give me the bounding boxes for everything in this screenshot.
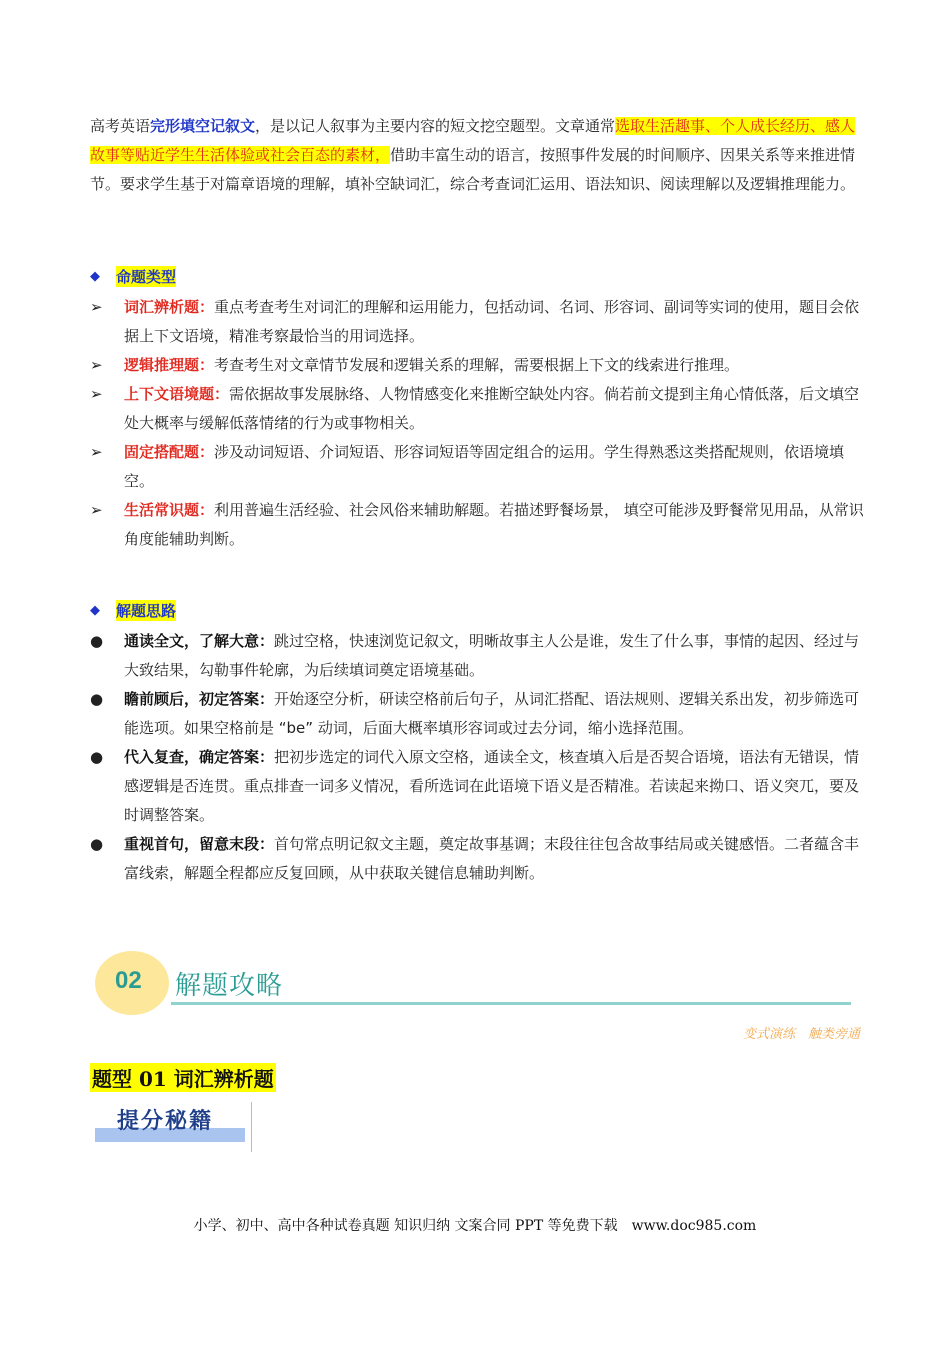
item-text: 开始逐空分析，研读空格前后句子，从词汇搭配、语法规则、逻辑关系出发，初步筛选可能选项。如果空格前是 “be” 动词，后面大概率填形容词或过去分词，缩小选择范围。 (124, 690, 860, 737)
tips-badge (93, 1102, 253, 1152)
item-label: 通读全文，了解大意： (124, 632, 275, 650)
intro-text-3: 借助丰富生动的语言，按照事件发展的时间顺序、因果关系等来推进情节。要求学生基于对篇章语境的理解，填补空缺词汇，综合考查词汇运用、语法知识、阅读理解以及逻辑推理能力。 (90, 146, 856, 193)
arrow-bullet-icon: ➢ (90, 298, 103, 316)
dot-bullet-icon: ● (90, 690, 104, 708)
list-item (90, 496, 865, 554)
badge-divider (251, 1102, 252, 1152)
item-text: 涉及动词短语、介词短语、形容词短语等固定组合的运用。学生得熟悉这类搭配规则，依语境填空。 (124, 443, 845, 490)
section-banner (95, 945, 860, 1045)
item-label: 代入复查，确定答案： (124, 748, 275, 766)
item-label: 固定搭配题： (124, 443, 215, 461)
diamond-bullet-icon: ◆ (90, 603, 100, 618)
banner-divider (171, 1002, 851, 1005)
list-item (90, 380, 865, 438)
item-text: 需依据故事发展脉络、人物情感变化来推断空缺处内容。倘若前文提到主角心情低落，后文填空处大概率与缓解低落情绪的行为或事物相关。 (124, 385, 860, 432)
banner-number: 02 (115, 967, 142, 994)
intro-paragraph (90, 112, 860, 199)
list-item (90, 685, 865, 743)
item-text: 首句常点明记叙文主题，奠定故事基调；末段往往包含故事结局或关键感悟。二者蕴含丰富线索，解题全程都应反复回顾，从中获取关键信息辅助判断。 (124, 835, 860, 882)
list-item (90, 627, 865, 685)
item-label: 上下文语境题： (124, 385, 230, 403)
section-heading-text: 命题类型 (116, 268, 177, 286)
item-text: 考查考生对文章情节发展和逻辑关系的理解，需要根据上下文的线索进行推理。 (214, 356, 740, 374)
list-item (90, 830, 865, 888)
section-heading-text: 解题思路 (116, 602, 177, 620)
list-item (90, 743, 865, 830)
dot-bullet-icon: ● (90, 835, 104, 853)
list-item (90, 351, 865, 380)
intro-keyword: 完形填空记叙文 (150, 117, 256, 135)
list-item (90, 438, 865, 496)
item-text: 重点考查考生对词汇的理解和运用能力，包括动词、名词、形容词、副词等实词的使用，题目会依据上下文语境，精准考察最恰当的用词选择。 (124, 298, 860, 345)
section-heading-approach (90, 600, 176, 621)
approach-list (90, 627, 865, 888)
item-text: 把初步选定的词代入原文空格，通读全文，核查填入后是否契合语境，语法有无错误，情感逻辑是否连贯。重点排查一词多义情况，看所选词在此语境下语义是否精准。若读起来拗口、语义突兀，要及时调整答案。 (124, 748, 860, 824)
question-types-list (90, 293, 865, 554)
badge-text: 提分秘籍 (117, 1109, 214, 1134)
arrow-bullet-icon: ➢ (90, 385, 103, 403)
arrow-bullet-icon: ➢ (90, 501, 103, 519)
item-label: 重视首句，留意末段： (124, 835, 275, 853)
banner-subtitle: 变式演练 触类旁通 (742, 1027, 860, 1042)
item-label: 生活常识题： (124, 501, 215, 519)
dot-bullet-icon: ● (90, 632, 104, 650)
list-item (90, 293, 865, 351)
arrow-bullet-icon: ➢ (90, 356, 103, 374)
intro-highlight: 选取生活趣事、个人成长经历、感人故事等贴近学生生活体验或社会百态的素材， (90, 117, 856, 164)
section-heading-question-types (90, 266, 176, 287)
item-label: 瞻前顾后，初定答案： (124, 690, 275, 708)
intro-text-1: 高考英语 (90, 117, 151, 135)
question-type-title: 题型 01 词汇辨析题 (90, 1063, 276, 1092)
page-footer: 小学、初中、高中各种试卷真题 知识归纳 文案合同 PPT 等免费下载 www.doc985.com (193, 1218, 757, 1234)
diamond-bullet-icon: ◆ (90, 269, 100, 284)
intro-text-2: ，是以记人叙事为主要内容的短文挖空题型。文章通常 (255, 117, 616, 135)
dot-bullet-icon: ● (90, 748, 104, 766)
item-label: 逻辑推理题： (124, 356, 215, 374)
item-text: 跳过空格，快速浏览记叙文，明晰故事主人公是谁，发生了什么事，事情的起因、经过与大致结果，勾勒事件轮廓，为后续填词奠定语境基础。 (124, 632, 860, 679)
banner-title: 解题攻略 (175, 971, 284, 1001)
item-text: 利用普遍生活经验、社会风俗来辅助解题。若描述野餐场景， 填空可能涉及野餐常见用品，从常识角度能辅助判断。 (124, 501, 864, 548)
item-label: 词汇辨析题： (124, 298, 215, 316)
arrow-bullet-icon: ➢ (90, 443, 103, 461)
